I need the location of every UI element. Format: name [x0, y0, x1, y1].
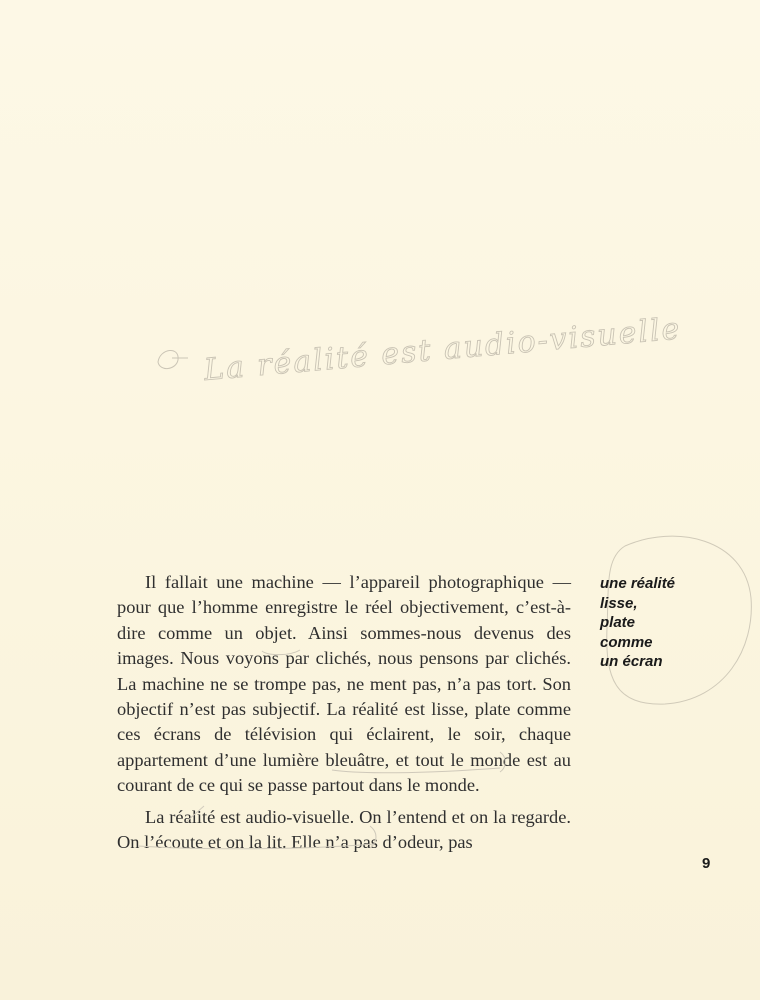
margin-note-line: une réalité	[600, 575, 676, 592]
handwritten-note-drawing	[150, 311, 690, 398]
margin-note	[600, 574, 740, 672]
margin-note-line: un écran	[600, 653, 663, 670]
paragraph-2: La réalité est audio-visuelle. On l’entend et on la regarde. On l’écoute et on la lit. Elle n’a pas d’odeur, pas	[117, 806, 571, 853]
handwritten-pencil-note	[150, 311, 690, 398]
paragraph-1: Il fallait une machine — l’appareil photographique — pour que l’homme enregistre le réel objectivement, c’est-à-dire comme un objet. Ainsi sommes-nous devenus des images. Nous voyons par clichés, nous pensons par clichés. La machine ne se trompe pas, ne ment pas, n’a pas tort. Son objectif n’est pas subjectif. La réalité est lisse, plate comme ces écrans de télévision qui éclairent, le soir, chaque appartement d’une lumière bleuâtre, et tout le monde est au courant de ce qui se passe partout dans le monde.	[117, 572, 571, 796]
page-number: 9	[702, 855, 711, 872]
margin-note-line: lisse,	[600, 594, 638, 612]
margin-note-line: comme	[600, 633, 653, 651]
body-text	[117, 570, 571, 861]
margin-note-line: plate	[600, 614, 636, 631]
handwritten-note-text: La réalité est audio-visuelle	[202, 311, 683, 388]
